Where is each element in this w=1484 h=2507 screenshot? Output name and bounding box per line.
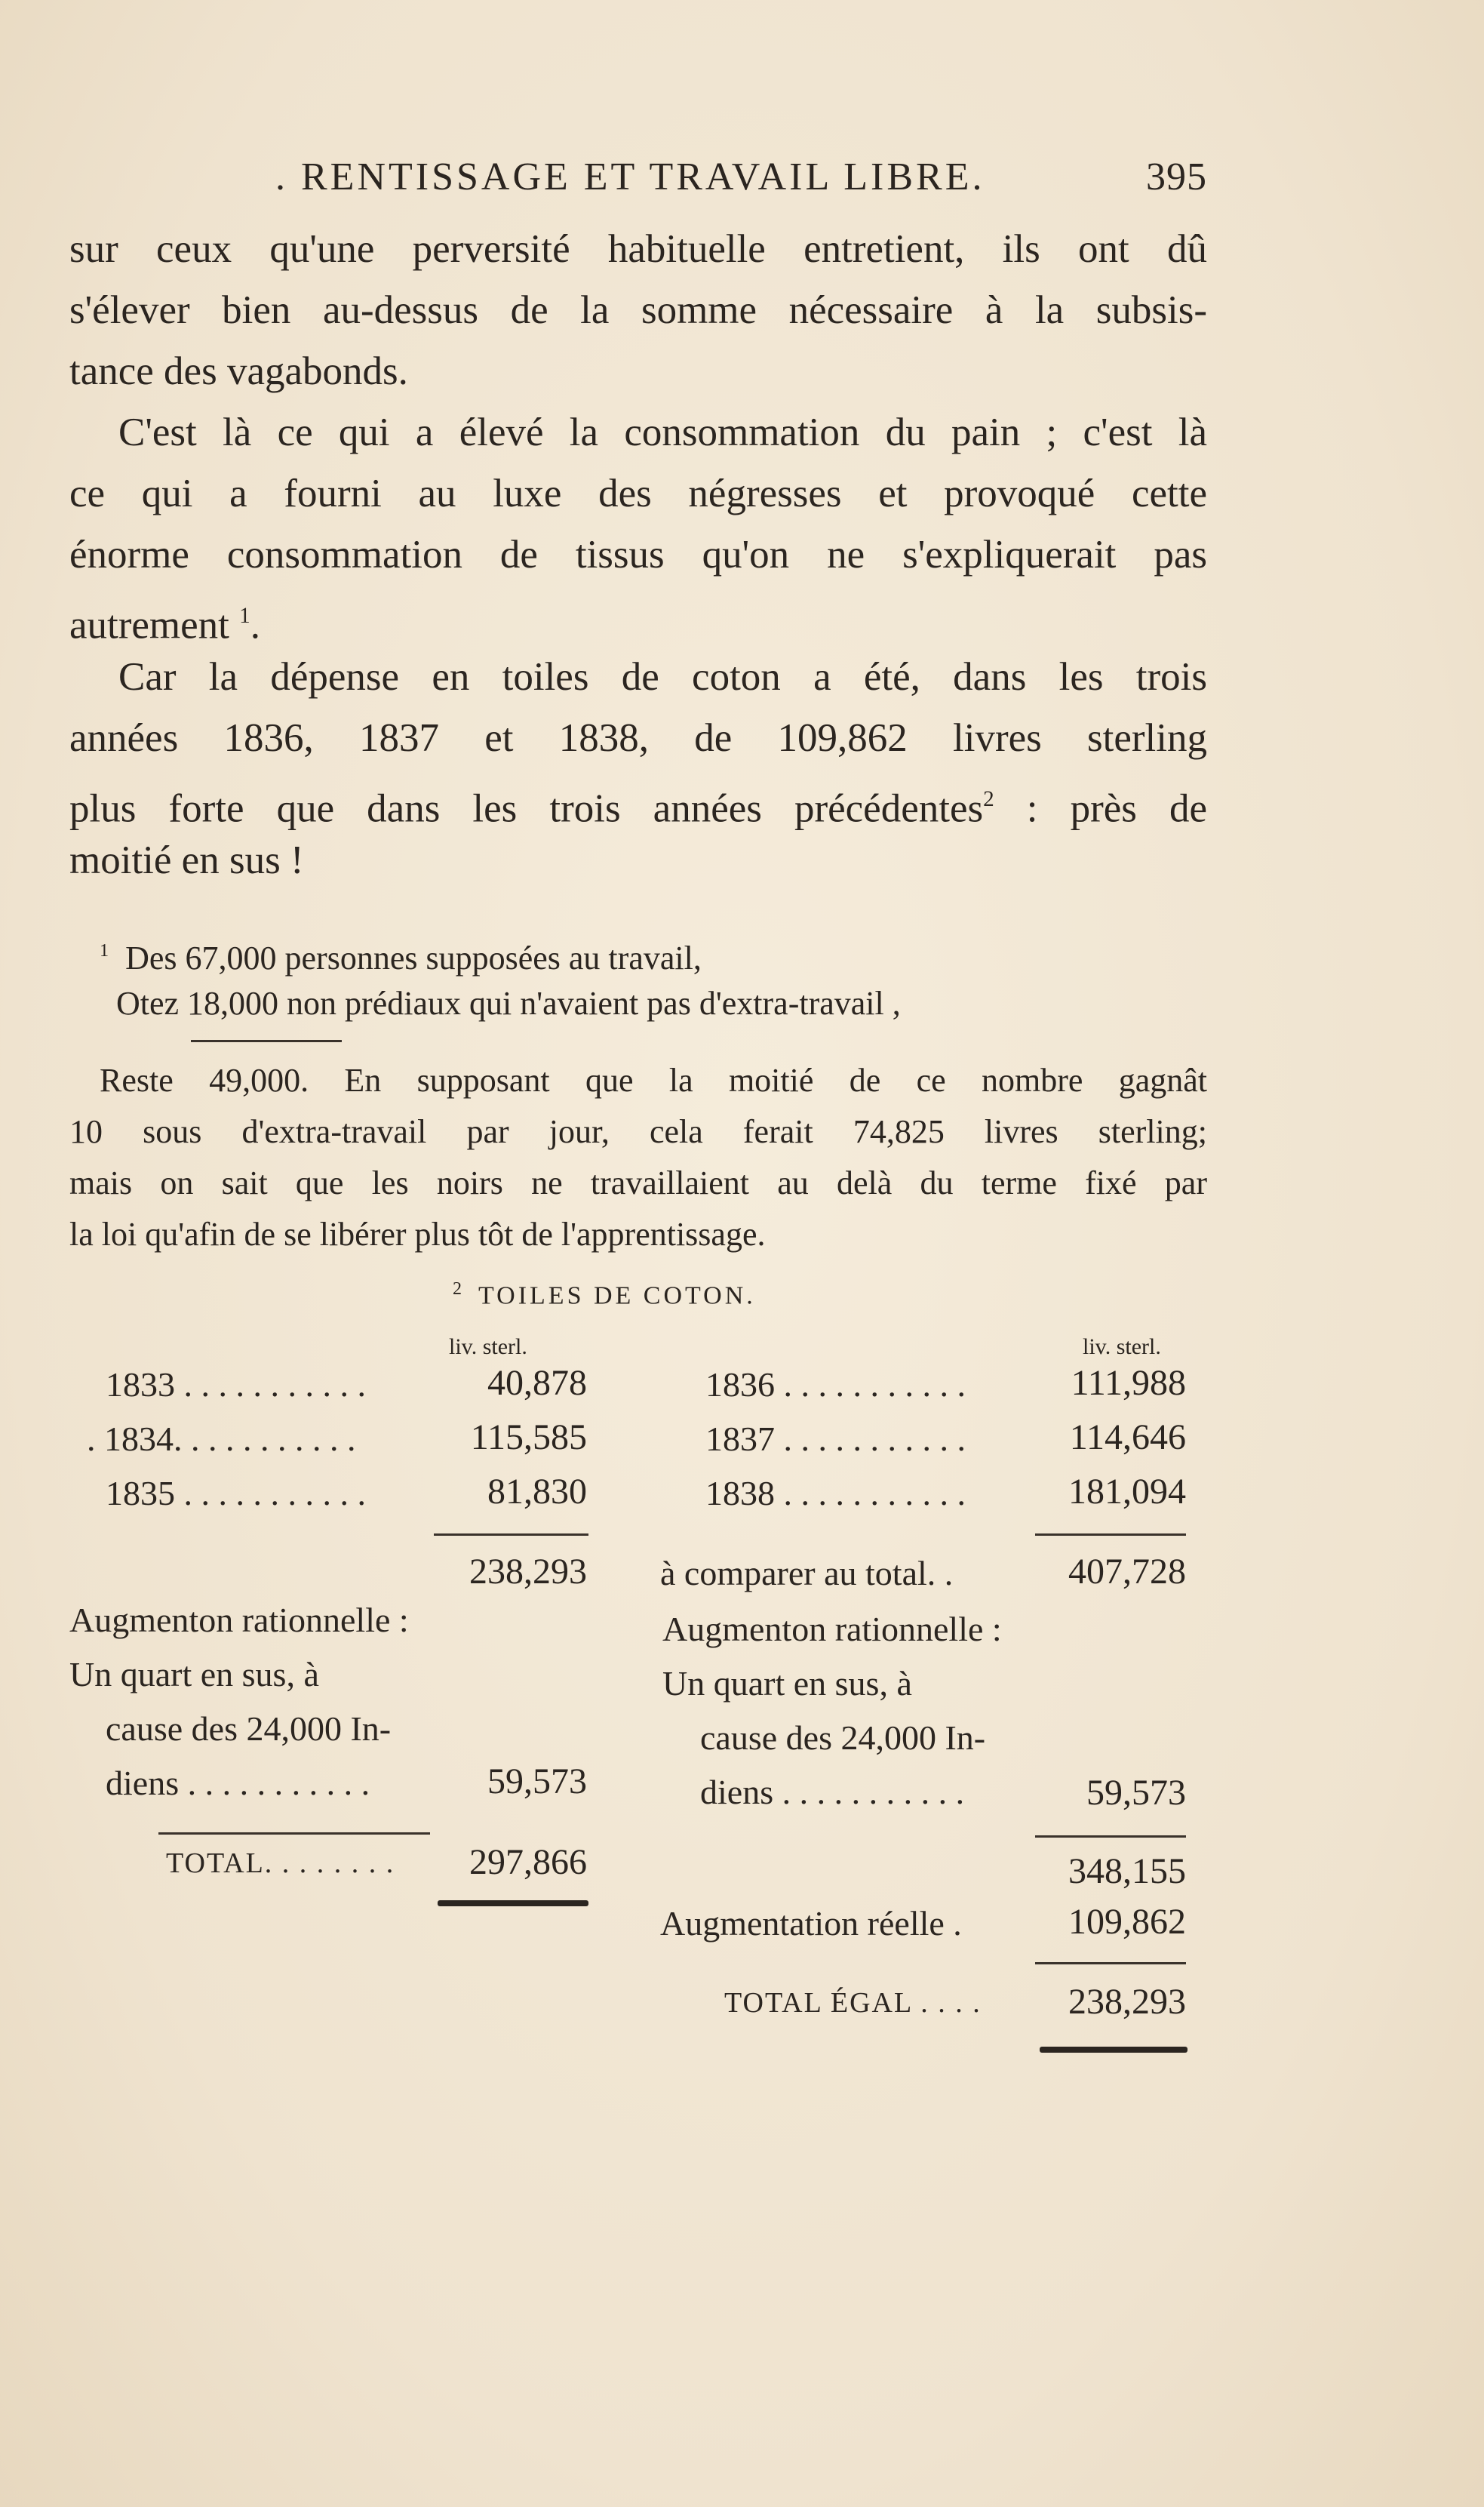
left-total-value: 297,866 [469,1842,587,1882]
left-total-label: TOTAL. . . . . . . . [166,1847,395,1879]
footnote-ref: 1 [239,604,250,628]
table-title [453,1279,756,1310]
text-line: moitié en sus ! [69,838,304,882]
year-value: 114,646 [1069,1417,1186,1457]
aug-line: cause des 24,000 In- [106,1709,392,1748]
text-line: Car la dépense en toiles de coton a été, dans les trois [118,655,1207,699]
sum-rule [434,1533,588,1536]
year-value: 81,830 [487,1472,587,1512]
year-label: 1838 . . . . . . . . . . . [705,1474,966,1512]
text-line: ce qui a fourni au luxe des négresses et provoqué cette [69,472,1207,515]
footnote-1 [69,924,1207,1030]
page-number: 395 [1146,155,1207,198]
footnote-line: mais on sait que les noirs ne travaillaient au delà du terme fixé par [69,1164,1207,1201]
footnote-1-paragraph [69,1055,1207,1260]
real-increase-label: Augmentation réelle . [660,1904,962,1943]
main-text [69,219,1207,891]
table-title-text: TOILES DE COTON. [478,1281,756,1310]
unit-label-left: liv. sterl. [449,1334,527,1359]
footnote-line: Reste 49,000. En supposant que la moitié de ce nombre gagnât [100,1062,1207,1099]
text-fragment: Des 67,000 personnes supposées au travail, [125,939,702,977]
footnote-line: 10 sous d'extra-travail par jour, cela ferait 74,825 livres sterling; [69,1113,1207,1150]
year-label: . 1834. . . . . . . . . . . [87,1420,356,1458]
year-label: 1836 . . . . . . . . . . . [705,1365,966,1404]
year-label: 1835 . . . . . . . . . . . [106,1474,366,1512]
compare-label: à comparer au total. . [660,1554,954,1592]
text-fragment: autrement [69,603,229,647]
text-line: énorme consommation de tissus qu'on ne s'expliquerait pas [69,533,1207,577]
right-aug-value: 59,573 [1086,1773,1186,1813]
footnote-divider [191,1040,342,1042]
footnote-marker: 1 [100,940,109,961]
year-label: 1833 . . . . . . . . . . . [106,1365,366,1404]
right-total-value: 238,293 [1068,1982,1186,2022]
real-increase-value: 109,862 [1068,1902,1186,1942]
left-subtotal: 238,293 [469,1552,587,1592]
double-rule [1040,2047,1188,2053]
year-label: 1837 . . . . . . . . . . . [705,1420,966,1458]
aug-line: Augmenton rationnelle : [662,1610,1002,1648]
unit-label-right: liv. sterl. [1083,1334,1161,1359]
text-fragment: plus forte que dans les trois années précédentes [69,786,984,830]
footnote-line: la loi qu'afin de se libérer plus tôt de l'apprentissage. [69,1216,766,1253]
text-line: C'est là ce qui a élevé la consommation du pain ; c'est là [118,411,1207,454]
sum-rule [1035,1835,1186,1838]
year-value: 181,094 [1068,1472,1186,1512]
footnote-ref: 2 [983,787,994,811]
sum-rule [1035,1533,1186,1536]
text-line: sur ceux qu'une perversité habituelle entretient, ils ont dû [69,227,1207,271]
text-line [69,769,1207,830]
text-line: s'élever bien au-dessus de la somme nécessaire à la subsis- [69,288,1207,332]
aug-line: Augmenton rationnelle : [69,1601,409,1639]
double-rule [438,1900,588,1906]
year-value: 111,988 [1071,1363,1186,1403]
aug-line: diens . . . . . . . . . . . [106,1764,370,1802]
text-fragment: . [250,603,260,647]
right-sum: 348,155 [1068,1851,1186,1891]
footnote-line [69,924,1207,977]
year-value: 115,585 [470,1417,587,1457]
aug-line: Un quart en sus, à [69,1655,319,1693]
left-aug-value: 59,573 [487,1761,587,1801]
year-value: 40,878 [487,1363,587,1403]
running-header [275,155,1207,208]
text-line: tance des vagabonds. [69,349,408,393]
total-rule [158,1832,430,1835]
aug-line: cause des 24,000 In- [700,1718,986,1757]
text-line [69,586,1207,647]
footnote-line: Otez 18,000 non prédiaux qui n'avaient pas d'extra-travail , [116,985,901,1022]
text-fragment: : près de [994,786,1207,830]
right-total-label: TOTAL ÉGAL . . . . [724,1987,982,2019]
aug-line: diens . . . . . . . . . . . [700,1773,965,1811]
text-line: années 1836, 1837 et 1838, de 109,862 livres sterling [69,716,1207,760]
running-title: . RENTISSAGE ET TRAVAIL LIBRE. [275,155,985,198]
compare-value: 407,728 [1068,1552,1186,1592]
aug-line: Un quart en sus, à [662,1664,912,1703]
sum-rule [1035,1962,1186,1964]
footnote-marker: 2 [453,1279,465,1299]
